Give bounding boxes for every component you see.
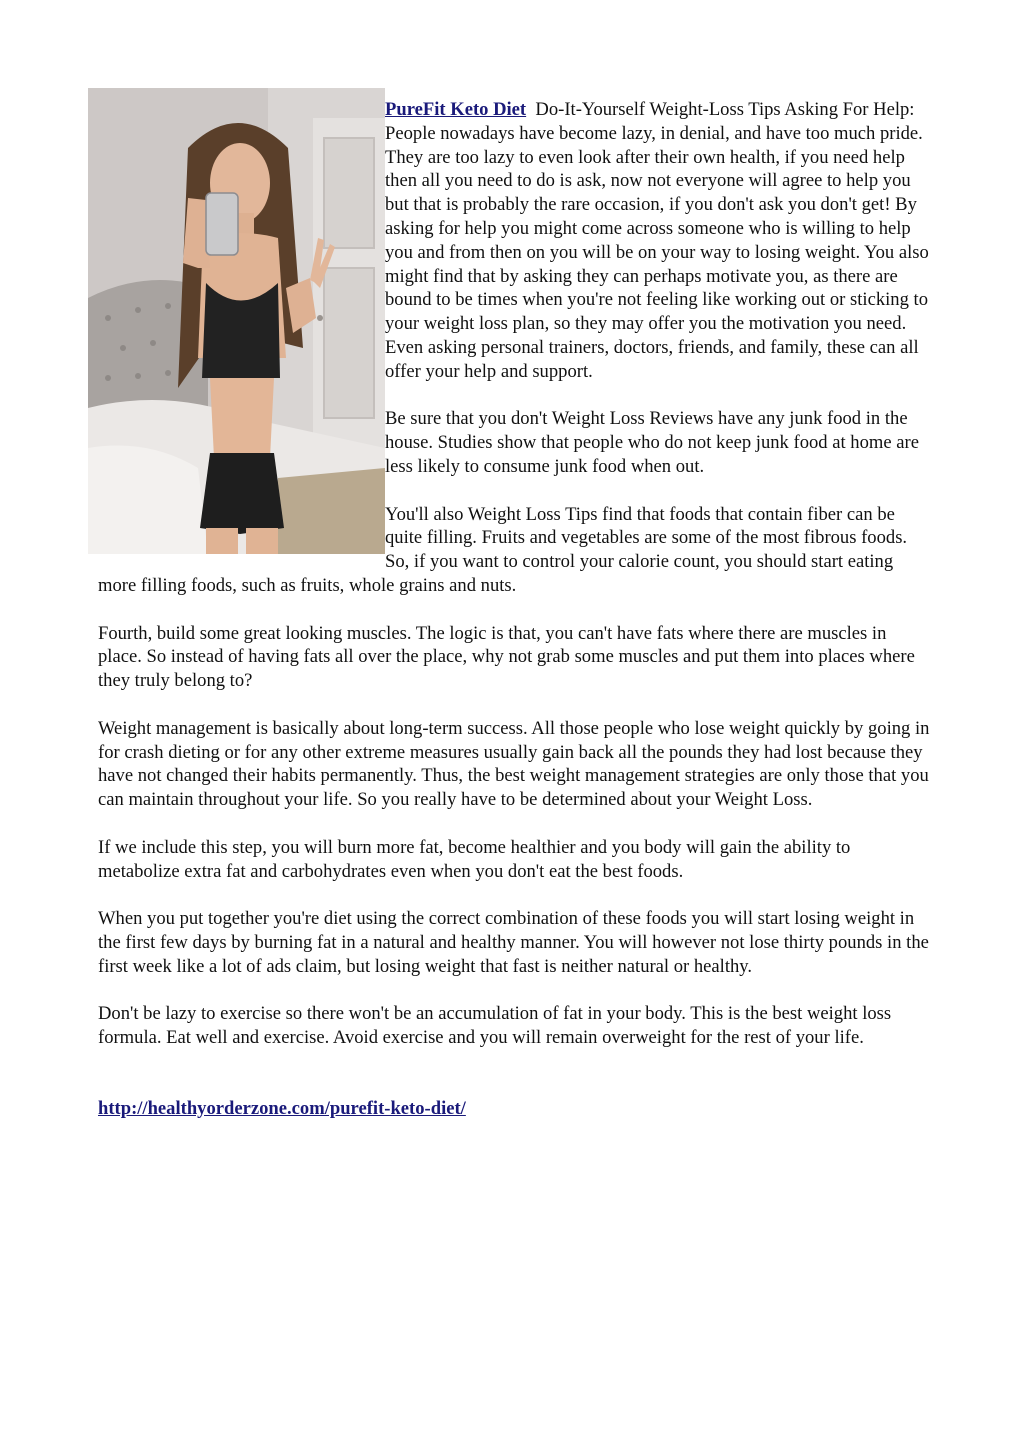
url-paragraph	[98, 1097, 930, 1121]
body-paragraph: Be sure that you don't Weight Loss Reviews have any junk food in the house. Studies show that people who do not keep junk food at home are less likely to consume junk food when out.	[385, 408, 919, 477]
photo-illustration	[88, 88, 385, 554]
document-page	[98, 88, 930, 1144]
body-paragraph: Fourth, build some great looking muscles. The logic is that, you can't have fats where there are muscles in place. So instead of having fats all over the place, why not grab some muscles and put them into places where they truly belong to?	[98, 622, 915, 692]
body-paragraph: If we include this step, you will burn more fat, become healthier and you body will gain the ability to metabolize extra fat and carbohydrates even when you don't eat the best foods.	[98, 836, 851, 882]
intro-text: Do-It-Yourself Weight-Loss Tips Asking For Help: People nowadays have become lazy, in denial, and have too much pride. They are too lazy to even look after their own health, if you need help then all you need to do is ask, now not everyone will agree to help you but that is probably the rare occasion, if you don't ask you don't get! By asking for help you might come across someone who is willing to help you and from then on you will be on your way to losing weight. You also might find that by asking they can perhaps motivate you, as there are bound to be times when you're not feeling like working out or sticking to your weight loss plan, so they may offer you the motivation you need. Even asking personal trainers, doctors, friends, and family, these can all offer your help and support.	[385, 99, 929, 382]
body-paragraph: When you put together you're diet using the correct combination of these foods you will start losing weight in the first few days by burning fat in a natural and healthy manner. You will however not lose thirty pounds in the first week like a lot of ads claim, but losing weight that fast is neither natural or healthy.	[98, 908, 929, 977]
article-photo	[88, 88, 385, 554]
title-link[interactable]: PureFit Keto Diet	[385, 99, 527, 120]
body-paragraph: Don't be lazy to exercise so there won't be an accumulation of fat in your body. This is the best weight loss formula. Eat well and exercise. Avoid exercise and you will remain overweight for the rest of your life.	[98, 1003, 892, 1049]
url-link[interactable]: http://healthyorderzone.com/purefit-keto-diet/	[98, 1097, 466, 1119]
body-paragraph: You'll also Weight Loss Tips find that foods that contain fiber can be quite filling. Fruits and vegetables are some of the most fibrous foods. So, if you want to control your calorie count, you should start eating more filling foods, such as fruits, whole grains and nuts.	[98, 503, 908, 596]
body-paragraph: Weight management is basically about long-term success. All those people who lose weight quickly by going in for crash dieting or for any other extreme measures usually gain back all the pounds they had lost because they have not changed their habits permanently. Thus, the best weight management strategies are only those that you can maintain throughout your life. So you really have to be determined about your Weight Loss.	[98, 717, 930, 811]
